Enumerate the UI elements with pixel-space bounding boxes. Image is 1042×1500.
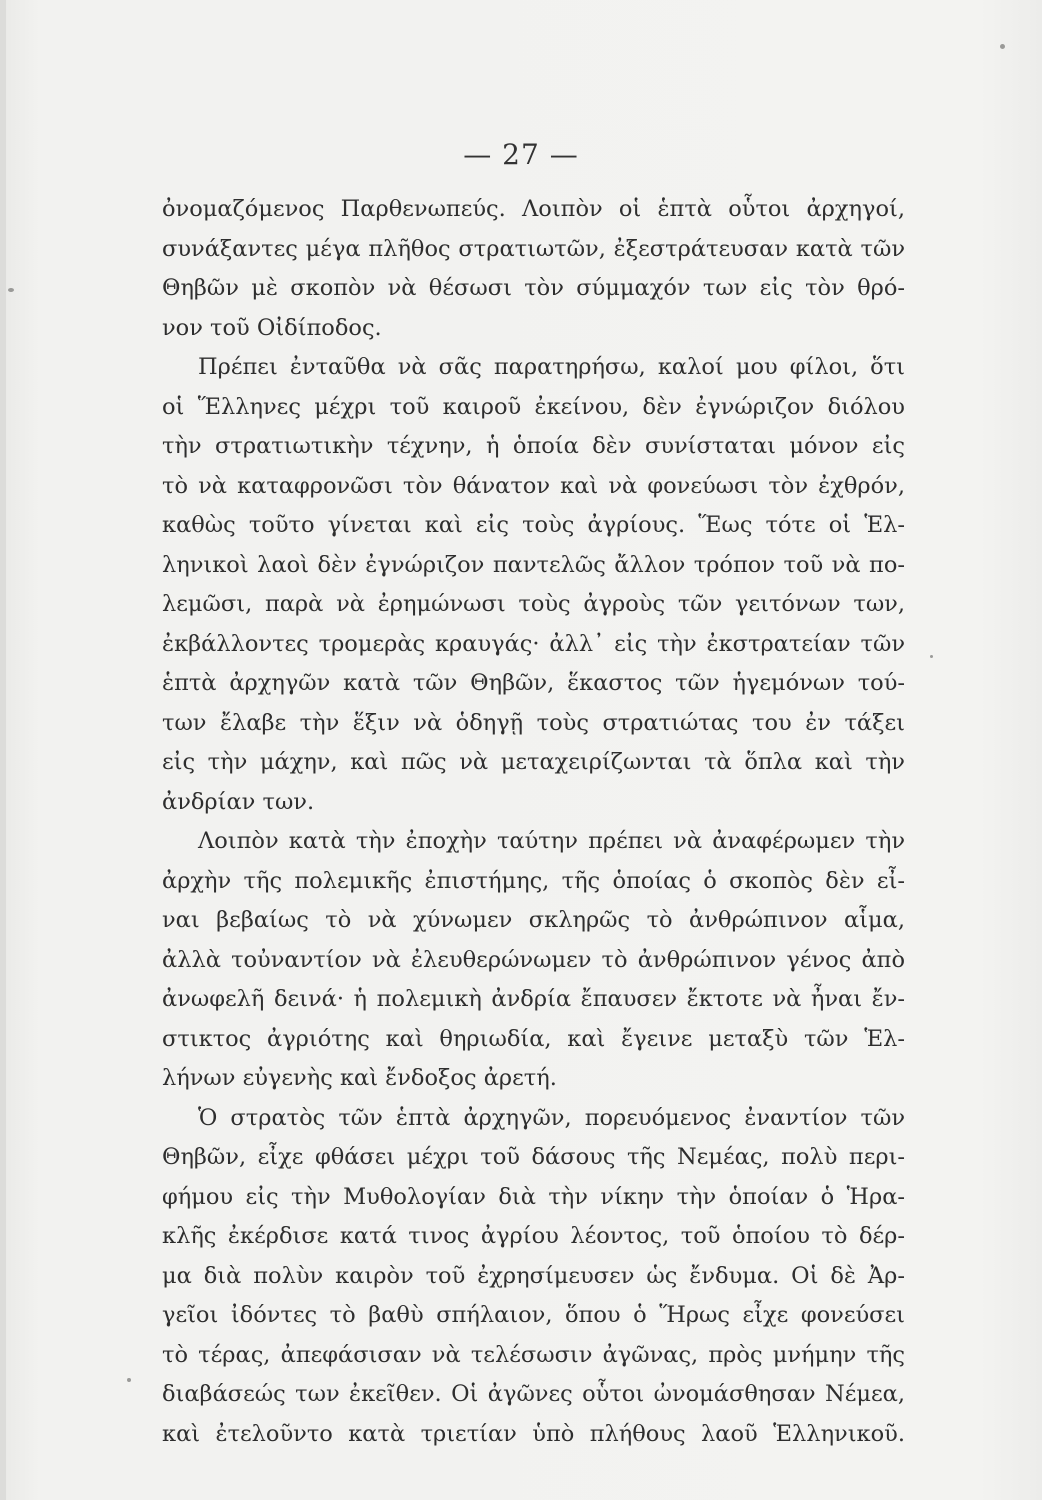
text-line: διαβάσεώς των ἐκεῖθεν. Οἱ ἀγῶνες οὗτοι ὠνομάσθησαν Νέμεα,	[162, 1381, 905, 1407]
text-line: των ἔλαβε τὴν ἕξιν νὰ ὁδηγῇ τοὺς στρατιώτας του ἐν τάξει	[162, 709, 905, 736]
text-line: συνάξαντες μέγα πλῆθος στρατιωτῶν, ἐξεστράτευσαν κατὰ τῶν	[162, 235, 905, 262]
text-line: στικτος ἀγριότης καὶ θηριωδία, καὶ ἔγεινε μεταξὺ τῶν Ἑλ-	[162, 1025, 905, 1052]
text-line: ἐκβάλλοντες τρομερὰς κραυγάς· ἀλλ᾽ εἰς τὴν ἐκστρατείαν τῶν	[162, 630, 905, 657]
text-line: νον τοῦ Οἰδίποδος.	[162, 314, 382, 341]
text-line: ἀνωφελῆ δεινά· ἡ πολεμικὴ ἀνδρία ἔπαυσεν ἔκτοτε νὰ ἦναι ἔν-	[162, 986, 905, 1012]
text-line: γεῖοι ἰδόντες τὸ βαθὺ σπήλαιον, ὅπου ὁ Ἥρως εἶχε φονεύσει	[162, 1302, 905, 1328]
body-text	[162, 190, 905, 1454]
text-line: ναι βεβαίως τὸ νὰ χύνωμεν σκληρῶς τὸ ἀνθρώπινον αἷμα,	[162, 907, 905, 933]
text-line: ἀνδρίαν των.	[162, 788, 315, 815]
text-line: τὸ νὰ καταφρονῶσι τὸν θάνατον καὶ νὰ φονεύωσι τὸν ἐχθρόν,	[162, 472, 905, 499]
text-line: εἰς τὴν μάχην, καὶ πῶς νὰ μεταχειρίζωνται τὰ ὅπλα καὶ τὴν	[162, 749, 905, 775]
page-binding-edge	[0, 0, 6, 1500]
text-line: Πρέπει ἐνταῦθα νὰ σᾶς παρατηρήσω, καλοί μου φίλοι, ὅτι	[198, 354, 905, 380]
text-line: ἀλλὰ τοὐναντίον νὰ ἐλευθερώνωμεν τὸ ἀνθρώπινον γένος ἀπὸ	[162, 946, 905, 973]
text-line: Ὁ στρατὸς τῶν ἑπτὰ ἀρχηγῶν, πορευόμενος ἐναντίον τῶν	[198, 1104, 905, 1131]
text-line: ὀνομαζόμενος Παρθενωπεύς. Λοιπὸν οἱ ἑπτὰ οὗτοι ἀρχηγοί,	[162, 196, 905, 222]
text-line: λεμῶσι, παρὰ νὰ ἐρημώνωσι τοὺς ἀγροὺς τῶν γειτόνων των,	[162, 591, 905, 617]
text-line: τὴν στρατιωτικὴν τέχνην, ἡ ὁποία δὲν συνίσταται μόνον εἰς	[162, 433, 905, 459]
paper-speck	[930, 655, 933, 658]
text-line: Θηβῶν μὲ σκοπὸν νὰ θέσωσι τὸν σύμμαχόν των εἰς τὸν θρό-	[162, 275, 905, 301]
text-line: καὶ ἐτελοῦντο κατὰ τριετίαν ὑπὸ πλήθους λαοῦ Ἑλληνικοῦ.	[162, 1420, 905, 1447]
text-line: ληνικοὶ λαοὶ δὲν ἐγνώριζον παντελῶς ἄλλον τρόπον τοῦ νὰ πο-	[162, 551, 905, 578]
text-line: τὸ τέρας, ἀπεφάσισαν νὰ τελέσωσιν ἀγῶνας, πρὸς μνήμην τῆς	[162, 1341, 905, 1368]
text-line: φήμου εἰς τὴν Μυθολογίαν διὰ τὴν νίκην τὴν ὁποίαν ὁ Ἡρα-	[162, 1183, 905, 1210]
text-line: καθὼς τοῦτο γίνεται καὶ εἰς τοὺς ἀγρίους. Ἕως τότε οἱ Ἑλ-	[162, 512, 905, 538]
paper-speck	[8, 288, 14, 292]
text-line: ἀρχὴν τῆς πολεμικῆς ἐπιστήμης, τῆς ὁποίας ὁ σκοπὸς δὲν εἶ-	[162, 867, 905, 894]
text-line: ἑπτὰ ἀρχηγῶν κατὰ τῶν Θηβῶν, ἕκαστος τῶν ἡγεμόνων τού-	[162, 670, 905, 696]
text-line: μα διὰ πολὺν καιρὸν τοῦ ἐχρησίμευσεν ὡς ἔνδυμα. Οἱ δὲ Ἀρ-	[162, 1262, 905, 1289]
text-line: λήνων εὐγενὴς καὶ ἔνδοξος ἀρετή.	[162, 1065, 557, 1091]
page-number: — 27 —	[463, 138, 579, 171]
text-line: κλῆς ἐκέρδισε κατά τινος ἀγρίου λέοντος, τοῦ ὁποίου τὸ δέρ-	[162, 1223, 905, 1249]
text-line: οἱ Ἕλληνες μέχρι τοῦ καιροῦ ἐκείνου, δὲν ἐγνώριζον διόλου	[162, 393, 905, 420]
paper-speck	[1000, 44, 1005, 49]
text-line: Λοιπὸν κατὰ τὴν ἐποχὴν ταύτην πρέπει νὰ ἀναφέρωμεν τὴν	[198, 828, 905, 854]
text-line: Θηβῶν, εἶχε φθάσει μέχρι τοῦ δάσους τῆς Νεμέας, πολὺ περι-	[162, 1144, 905, 1170]
paper-speck	[127, 1378, 131, 1382]
